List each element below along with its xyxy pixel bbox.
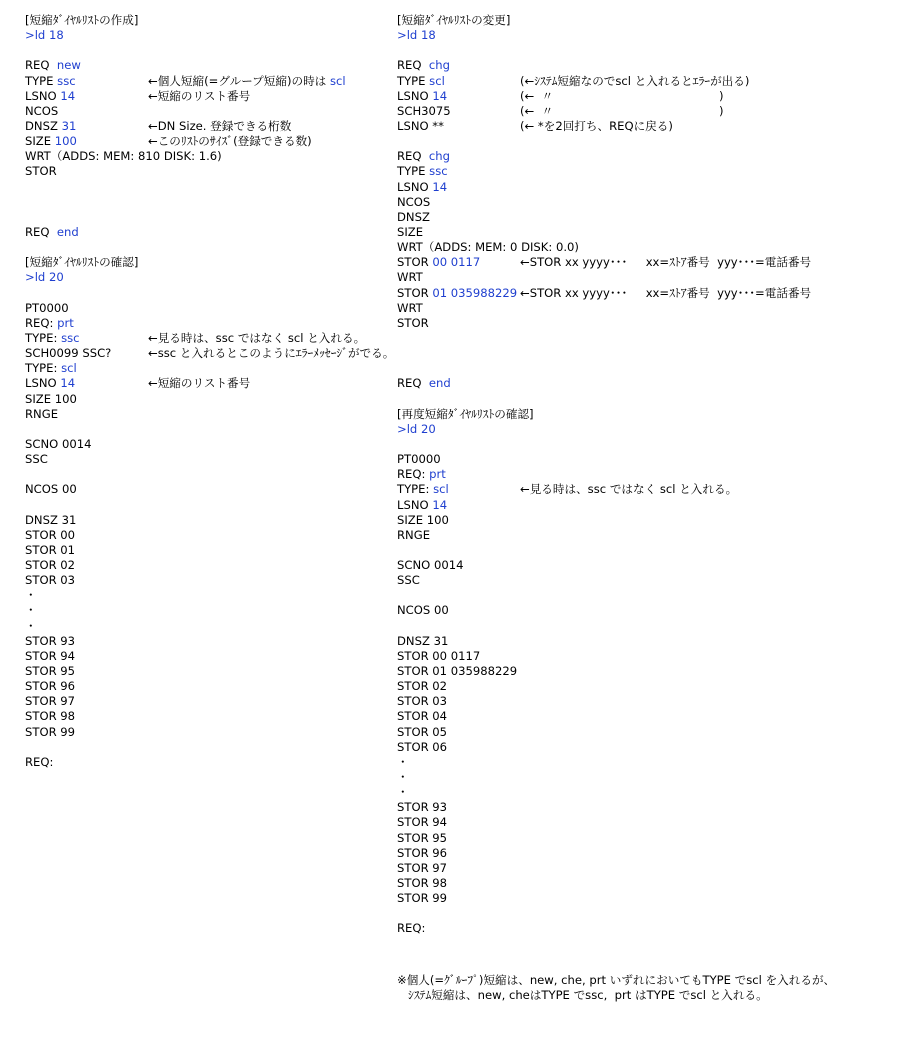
annotation-text: (← 〃 ) (520, 103, 724, 118)
text-line (25, 28, 395, 43)
command-text: LSNO (397, 179, 433, 194)
command-text: STOR 01 (25, 542, 76, 557)
annotation-text: ←このﾘｽﾄのｻｲｽﾞ(登録できる数) (148, 134, 312, 149)
command-text: ・ (25, 588, 37, 603)
command-text: >ld 20 (397, 421, 436, 436)
annotation-text: ←STOR xx yyyy･･･ xx=ｽﾄｱ番号 yyy･･･=電話番号 (520, 255, 812, 270)
command-text: STOR (397, 315, 429, 330)
text-line (397, 815, 897, 830)
text-line (397, 679, 897, 694)
text-line (25, 43, 395, 58)
command-text: REQ: (25, 315, 58, 330)
text-line (397, 558, 897, 573)
text-line (25, 558, 395, 573)
command-text: [短縮ﾀﾞｲﾔﾙﾘｽﾄの変更] (397, 13, 511, 27)
text-line (397, 225, 897, 240)
text-line (25, 195, 395, 210)
command-text: ・ (25, 618, 37, 633)
annotation (520, 255, 811, 270)
annotation (520, 104, 724, 119)
command-text: WRT (397, 270, 423, 285)
command-text: >ld 18 (25, 28, 64, 43)
command-value: 01 035988229 (432, 285, 518, 300)
command-text: RNGE (397, 527, 431, 542)
command-value: 14 (432, 179, 448, 194)
command-text: WRT (397, 300, 423, 315)
text-line (397, 286, 897, 301)
text-line (25, 679, 395, 694)
command-text: TYPE (25, 73, 58, 88)
command-text: STOR 97 (25, 694, 76, 709)
text-line (397, 195, 897, 210)
annotation-text: ←STOR xx yyyy･･･ xx=ｽﾄｱ番号 yyy･･･=電話番号 (520, 285, 812, 300)
command-text: NCOS (25, 103, 59, 118)
text-line (25, 649, 395, 664)
text-line (25, 528, 395, 543)
command-value: 14 (60, 88, 76, 103)
command-text: LSNO (25, 88, 61, 103)
text-line (25, 543, 395, 558)
text-line (25, 255, 395, 270)
text-line (25, 270, 395, 285)
text-line (397, 134, 897, 149)
text-line (25, 603, 395, 618)
command-text: STOR 03 (25, 573, 76, 588)
command-text: TYPE: (25, 330, 62, 345)
text-line (397, 694, 897, 709)
annotation (148, 376, 250, 391)
command-text: SCNO 0014 (397, 558, 464, 573)
text-line (397, 482, 897, 497)
command-text: SCNO 0014 (25, 436, 92, 451)
left-column (25, 13, 395, 770)
command-text: LSNO (397, 497, 433, 512)
command-text: STOR 02 (397, 679, 448, 694)
annotation (520, 74, 749, 89)
text-line (25, 709, 395, 724)
command-text: STOR 97 (397, 860, 448, 875)
command-text: STOR 99 (397, 891, 448, 906)
text-line (25, 164, 395, 179)
command-text: STOR 94 (397, 815, 448, 830)
command-text: STOR 98 (25, 709, 76, 724)
text-line (397, 543, 897, 558)
text-line (397, 13, 897, 28)
command-text: SSC (25, 452, 48, 467)
annotation-text: (←ｼｽﾃﾑ短縮なのでscl と入れるとｴﾗｰが出る) (520, 73, 750, 88)
command-text: >ld 20 (25, 270, 64, 285)
annotation (520, 482, 737, 497)
command-text: STOR 00 (25, 527, 76, 542)
command-text: TYPE (397, 73, 430, 88)
text-line (25, 437, 395, 452)
text-line (397, 588, 897, 603)
annotation (148, 89, 250, 104)
annotation-text: ←個人短縮(=グループ短縮)の時は (148, 73, 330, 88)
command-text: DNSZ 31 (397, 633, 449, 648)
command-text: REQ: (397, 467, 430, 482)
command-text: DNSZ (397, 209, 430, 224)
text-line (397, 149, 897, 164)
annotation-text: ←短縮のリスト番号 (148, 376, 251, 391)
command-text: [短縮ﾀﾞｲﾔﾙﾘｽﾄの確認] (25, 255, 139, 270)
annotation-text: (← 〃 ) (520, 88, 724, 103)
footnote-line-2: ｼｽﾃﾑ短縮は、new, cheはTYPE でssc, prt はTYPE でscl と入れる。 (397, 988, 768, 1002)
text-line (397, 649, 897, 664)
command-text: NCOS (397, 194, 431, 209)
text-line (397, 740, 897, 755)
text-line (397, 28, 897, 43)
annotation (148, 74, 346, 89)
text-line (397, 603, 897, 618)
text-line (397, 528, 897, 543)
text-line (25, 573, 395, 588)
command-text: SCH3075 (397, 103, 451, 118)
text-line (397, 664, 897, 679)
text-line (25, 376, 395, 391)
text-line (397, 573, 897, 588)
text-line (397, 906, 897, 921)
text-line (397, 785, 897, 800)
text-line (25, 225, 395, 240)
text-line (397, 316, 897, 331)
footnote (397, 973, 897, 1003)
command-text: STOR 03 (397, 694, 448, 709)
annotation (148, 119, 291, 134)
text-line (397, 770, 897, 785)
text-line (397, 634, 897, 649)
text-line (397, 74, 897, 89)
command-text: REQ: (25, 754, 54, 769)
text-line (25, 134, 395, 149)
annotation (520, 286, 811, 301)
command-text: NCOS 00 (397, 603, 449, 618)
command-text: REQ: (397, 921, 426, 936)
text-line (25, 664, 395, 679)
command-text: STOR 96 (25, 679, 76, 694)
command-value: 14 (60, 376, 76, 391)
text-line (397, 89, 897, 104)
annotation-text: ←ssc と入れるとこのようにｴﾗｰﾒｯｾｰｼﾞがでる。 (148, 346, 395, 361)
command-value: ssc (61, 330, 80, 345)
text-line (397, 43, 897, 58)
command-text: STOR 00 0117 (397, 648, 481, 663)
command-text: TYPE: (25, 361, 62, 376)
text-line (25, 422, 395, 437)
command-text: [再度短縮ﾀﾞｲﾔﾙﾘｽﾄの確認] (397, 406, 534, 421)
command-text: PT0000 (397, 452, 441, 467)
command-value: scl (433, 482, 449, 497)
text-line (397, 709, 897, 724)
command-text: STOR 94 (25, 648, 76, 663)
text-line (25, 498, 395, 513)
text-line (397, 270, 897, 285)
annotation-value: scl (329, 73, 346, 88)
command-value: 100 (54, 134, 77, 149)
text-line (25, 301, 395, 316)
command-value: 14 (432, 497, 448, 512)
command-text: STOR (25, 164, 57, 179)
text-line (397, 301, 897, 316)
command-text: STOR 95 (397, 830, 448, 845)
text-line (397, 180, 897, 195)
command-text: NCOS 00 (25, 482, 77, 497)
text-line (397, 164, 897, 179)
annotation-text: ←短縮のリスト番号 (148, 88, 251, 103)
annotation (148, 346, 394, 361)
text-line (25, 392, 395, 407)
annotation-text: ←DN Size. 登録できる桁数 (148, 118, 292, 133)
command-text: STOR 01 035988229 (397, 664, 518, 679)
text-line (25, 119, 395, 134)
text-line (25, 361, 395, 376)
command-text: DNSZ 31 (25, 512, 77, 527)
annotation-text: (← *を2回打ち、REQに戻る) (520, 118, 673, 133)
text-line (25, 482, 395, 497)
text-line (397, 422, 897, 437)
text-line (25, 452, 395, 467)
annotation (520, 119, 673, 134)
command-text: LSNO ** (397, 118, 444, 133)
command-text: REQ (397, 376, 429, 391)
command-text: SIZE 100 (397, 512, 449, 527)
command-value: ssc (57, 73, 76, 88)
command-text: LSNO (397, 88, 433, 103)
command-text: STOR 04 (397, 709, 448, 724)
command-text: [短縮ﾀﾞｲﾔﾙﾘｽﾄの作成] (25, 13, 139, 27)
annotation-text: ←見る時は、ssc ではなく scl と入れる。 (148, 330, 366, 345)
text-line (25, 407, 395, 422)
command-value: 00 0117 (432, 255, 481, 270)
text-line (25, 13, 395, 28)
command-text: STOR 98 (397, 876, 448, 891)
text-line (25, 694, 395, 709)
text-line (397, 58, 897, 73)
text-line (397, 452, 897, 467)
text-line (25, 180, 395, 195)
text-line (397, 361, 897, 376)
command-text: WRT（ADDS: MEM: 0 DISK: 0.0) (397, 240, 579, 255)
text-line (25, 331, 395, 346)
text-line (25, 634, 395, 649)
annotation (148, 134, 312, 149)
command-text: STOR 93 (25, 633, 76, 648)
command-text: WRT（ADDS: MEM: 810 DISK: 1.6) (25, 149, 222, 164)
command-text: REQ (397, 58, 429, 73)
annotation (520, 89, 724, 104)
command-text: REQ (25, 224, 57, 239)
text-line (397, 240, 897, 255)
text-line (25, 619, 395, 634)
command-value: prt (57, 315, 74, 330)
command-value: ssc (429, 164, 448, 179)
command-text: RNGE (25, 406, 59, 421)
text-line (397, 346, 897, 361)
annotation-text: ←見る時は、ssc ではなく scl と入れる。 (520, 482, 738, 497)
command-value: scl (429, 73, 445, 88)
command-text: SCH0099 SSC? (25, 346, 112, 361)
text-line (25, 588, 395, 603)
command-value: 14 (432, 88, 448, 103)
text-line (25, 210, 395, 225)
command-value: end (428, 376, 451, 391)
text-line (25, 740, 395, 755)
annotation (148, 331, 365, 346)
command-text: STOR (397, 255, 433, 270)
command-text: ・ (397, 770, 409, 785)
command-text: SSC (397, 573, 420, 588)
text-line (25, 89, 395, 104)
text-line (397, 725, 897, 740)
right-column (397, 13, 897, 937)
command-text: TYPE: (397, 482, 434, 497)
command-text: DNSZ (25, 118, 62, 133)
text-line (25, 467, 395, 482)
command-value: chg (428, 149, 450, 164)
command-text: STOR 95 (25, 664, 76, 679)
text-line (397, 437, 897, 452)
command-value: chg (428, 58, 450, 73)
text-line (397, 376, 897, 391)
text-line (397, 619, 897, 634)
text-line (397, 831, 897, 846)
command-text: SIZE (25, 134, 55, 149)
text-line (397, 846, 897, 861)
text-line (25, 286, 395, 301)
command-value: end (56, 224, 79, 239)
command-text: SIZE (397, 224, 424, 239)
text-line (397, 755, 897, 770)
text-line (25, 104, 395, 119)
command-text: STOR 02 (25, 558, 76, 573)
text-line (397, 891, 897, 906)
command-text: STOR 06 (397, 739, 448, 754)
command-text: SIZE 100 (25, 391, 77, 406)
text-line (397, 921, 897, 936)
command-value: 31 (61, 118, 77, 133)
text-line (397, 392, 897, 407)
command-text: ・ (25, 603, 37, 618)
text-line (25, 316, 395, 331)
command-text: REQ (397, 149, 429, 164)
text-line (25, 149, 395, 164)
command-text: STOR (397, 285, 433, 300)
text-line (397, 407, 897, 422)
text-line (25, 58, 395, 73)
text-line (25, 74, 395, 89)
text-line (397, 331, 897, 346)
text-line (25, 240, 395, 255)
command-text: STOR 93 (397, 800, 448, 815)
text-line (25, 513, 395, 528)
footnote-line-1: ※個人(=ｸﾞﾙｰﾌﾟ)短縮は、new, che, prt いずれにおいてもTYPE でscl を入れるが、 (397, 973, 836, 987)
text-line (397, 861, 897, 876)
command-value: scl (61, 361, 77, 376)
command-text: LSNO (25, 376, 61, 391)
command-text: ・ (397, 754, 409, 769)
text-line (397, 467, 897, 482)
text-line (397, 119, 897, 134)
text-line (25, 725, 395, 740)
text-line (397, 210, 897, 225)
command-text: PT0000 (25, 300, 69, 315)
command-text: TYPE (397, 164, 430, 179)
command-text: >ld 18 (397, 28, 436, 43)
text-line (397, 104, 897, 119)
command-value: new (56, 58, 81, 73)
command-value: prt (429, 467, 446, 482)
command-text: STOR 99 (25, 724, 76, 739)
text-line (397, 498, 897, 513)
text-line (397, 513, 897, 528)
command-text: STOR 96 (397, 845, 448, 860)
command-text: ・ (397, 785, 409, 800)
command-text: REQ (25, 58, 57, 73)
text-line (397, 255, 897, 270)
text-line (25, 346, 395, 361)
text-line (397, 800, 897, 815)
command-text: STOR 05 (397, 724, 448, 739)
text-line (397, 876, 897, 891)
text-line (25, 755, 395, 770)
